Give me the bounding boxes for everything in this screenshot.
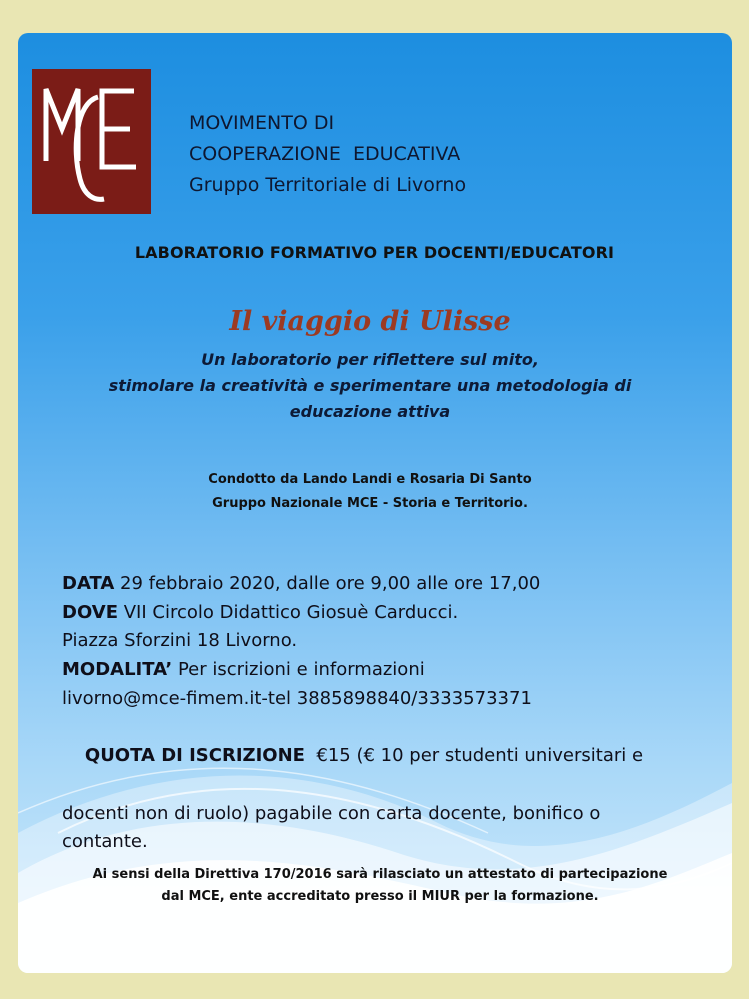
lab-title: LABORATORIO FORMATIVO PER DOCENTI/EDUCATORI [134,243,615,262]
contact-line: livorno@mce-fimem.it-tel 3885898840/3333573371 [62,687,532,709]
event-details [62,570,702,857]
fee-value: €15 (€ 10 per studenti universitari e [304,745,644,767]
mce-logo [32,69,151,214]
subtitle [60,347,680,425]
conductors-block [150,468,590,516]
subtitle-line-3: educazione attiva [289,402,451,421]
organization-line-1: MOVIMENTO DI [189,112,335,134]
date-value: 29 febbraio 2020, dalle ore 9,00 alle ore 17,00 [114,573,541,594]
subtitle-line-1: Un laboratorio per riflettere sul mito, [201,350,539,369]
location-label: DOVE [62,601,118,623]
fee-line-2: docenti non di ruolo) pagabile con carta docente, bonifico o [62,802,601,824]
date-label: DATA [62,573,115,594]
date-line [62,570,702,599]
conductors-line-2: Gruppo Nazionale MCE - Storia e Territorio. [212,496,528,511]
organization-block [189,108,466,201]
accreditation-line-1: Ai sensi della Direttiva 170/2016 sarà rilasciato un attestato di partecipazione [92,867,668,882]
accreditation-line-2: dal MCE, ente accreditato presso il MIUR per la formazione. [161,889,599,904]
location-value: VII Circolo Didattico Giosuè Carducci. [118,601,459,623]
modality-line [62,656,702,685]
conductors-line-1: Condotto da Lando Landi e Rosaria Di Santo [208,472,532,487]
main-title: Il viaggio di Ulisse [229,306,511,337]
accreditation-note [40,864,720,908]
location-address: Piazza Sforzini 18 Livorno. [62,630,298,652]
mce-logo-mark [32,69,151,214]
location-line [62,599,702,628]
fee-line [62,714,702,800]
subtitle-line-2: stimolare la creatività e sperimentare una metodologia di [108,376,632,395]
modality-value: Per iscrizioni e informazioni [172,659,425,681]
organization-line-3: Gruppo Territoriale di Livorno [189,174,467,196]
fee-label: QUOTA DI ISCRIZIONE [84,745,305,767]
modality-label: MODALITA’ [62,659,173,681]
fee-line-3: contante. [62,831,148,853]
organization-line-2: COOPERAZIONE EDUCATIVA [189,143,461,165]
